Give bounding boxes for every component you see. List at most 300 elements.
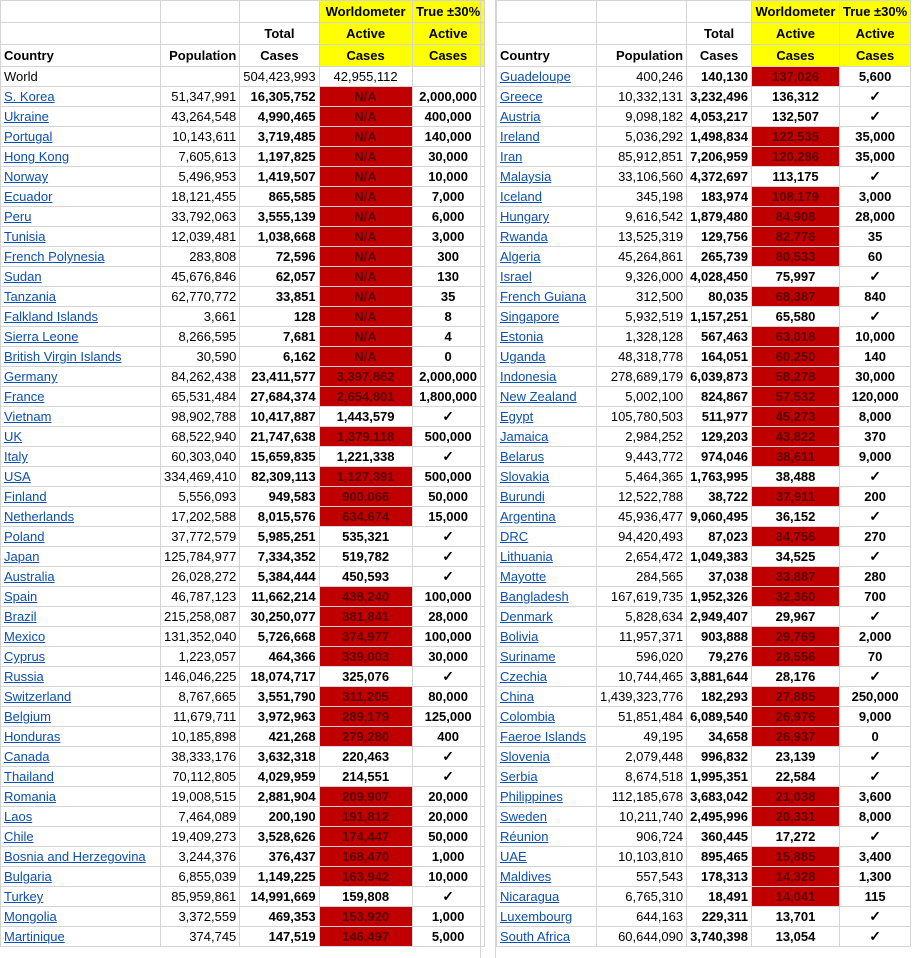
true-active-cell[interactable]: 1,000 [412,907,484,927]
population-cell[interactable]: 8,674,518 [597,767,687,787]
total-cases-cell[interactable]: 3,555,139 [240,207,319,227]
worldometer-active-cell[interactable]: 68,387 [751,287,839,307]
true-active-cell[interactable]: 80,000 [412,687,484,707]
header-cases[interactable]: Cases [839,45,910,67]
country-cell[interactable] [1,347,161,367]
country-link[interactable]: Sudan [4,269,42,284]
country-cell[interactable] [1,67,161,87]
country-link[interactable]: Vietnam [4,409,52,424]
header-cases[interactable]: Cases [687,45,752,67]
country-cell[interactable] [497,587,597,607]
total-cases-cell[interactable]: 128 [240,307,319,327]
header-cell[interactable] [597,23,687,45]
true-active-cell[interactable]: 270 [839,527,910,547]
true-active-cell[interactable]: 370 [839,427,910,447]
worldometer-active-cell[interactable]: N/A [319,327,412,347]
total-cases-cell[interactable]: 80,035 [687,287,752,307]
true-active-cell[interactable]: 30,000 [412,647,484,667]
population-cell[interactable]: 5,828,634 [597,607,687,627]
total-cases-cell[interactable]: 6,162 [240,347,319,367]
country-cell[interactable] [497,67,597,87]
worldometer-active-cell[interactable]: 57,532 [751,387,839,407]
country-cell[interactable] [1,787,161,807]
country-cell[interactable] [1,107,161,127]
worldometer-active-cell[interactable]: 36,152 [751,507,839,527]
total-cases-cell[interactable]: 178,313 [687,867,752,887]
country-cell[interactable] [1,167,161,187]
population-cell[interactable]: 5,496,953 [161,167,240,187]
checkmark-icon[interactable]: ✓ [839,267,910,287]
total-cases-cell[interactable]: 2,495,996 [687,807,752,827]
country-link[interactable]: Spain [4,589,38,604]
worldometer-active-cell[interactable]: N/A [319,307,412,327]
country-link[interactable]: British Virgin Islands [4,349,122,364]
true-active-cell[interactable]: 5,600 [839,67,910,87]
population-cell[interactable]: 12,522,788 [597,487,687,507]
country-link[interactable]: Russia [4,669,44,684]
total-cases-cell[interactable]: 421,268 [240,727,319,747]
population-cell[interactable]: 215,258,087 [161,607,240,627]
country-link[interactable]: Netherlands [4,509,75,524]
worldometer-active-cell[interactable]: N/A [319,187,412,207]
country-link[interactable]: Tanzania [4,289,57,304]
population-cell[interactable]: 5,932,519 [597,307,687,327]
country-link[interactable]: Luxembourg [500,909,573,924]
country-cell[interactable] [1,487,161,507]
worldometer-active-cell[interactable]: 450,593 [319,567,412,587]
country-cell[interactable] [497,907,597,927]
total-cases-cell[interactable]: 11,662,214 [240,587,319,607]
worldometer-active-cell[interactable]: 120,286 [751,147,839,167]
country-link[interactable]: Rwanda [500,229,548,244]
country-cell[interactable] [497,747,597,767]
country-cell[interactable] [497,647,597,667]
population-cell[interactable]: 10,103,810 [597,847,687,867]
checkmark-icon[interactable]: ✓ [839,107,910,127]
population-cell[interactable]: 13,525,319 [597,227,687,247]
population-cell[interactable]: 8,266,595 [161,327,240,347]
country-link[interactable]: Switzerland [4,689,72,704]
worldometer-active-cell[interactable]: 33,887 [751,567,839,587]
true-active-cell[interactable]: 70 [839,647,910,667]
worldometer-active-cell[interactable]: 27,885 [751,687,839,707]
worldometer-active-cell[interactable]: 146,497 [319,927,412,947]
country-cell[interactable] [1,687,161,707]
worldometer-active-cell[interactable]: 900,066 [319,487,412,507]
checkmark-icon[interactable]: ✓ [839,767,910,787]
country-link[interactable]: S. Korea [4,89,55,104]
total-cases-cell[interactable]: 38,722 [687,487,752,507]
total-cases-cell[interactable]: 1,763,995 [687,467,752,487]
country-link[interactable]: Chile [4,829,34,844]
total-cases-cell[interactable]: 1,952,326 [687,587,752,607]
worldometer-active-cell[interactable]: 381,841 [319,607,412,627]
true-active-cell[interactable]: 20,000 [412,787,484,807]
true-active-cell[interactable]: 60 [839,247,910,267]
country-link[interactable]: Singapore [500,309,560,324]
checkmark-icon[interactable]: ✓ [839,667,910,687]
true-active-cell[interactable]: 3,000 [412,227,484,247]
population-cell[interactable]: 48,318,778 [597,347,687,367]
worldometer-active-cell[interactable]: N/A [319,207,412,227]
total-cases-cell[interactable]: 72,596 [240,247,319,267]
total-cases-cell[interactable]: 147,519 [240,927,319,947]
worldometer-active-cell[interactable]: 174,447 [319,827,412,847]
country-link[interactable]: Suriname [500,649,556,664]
true-active-cell[interactable]: 2,000 [839,627,910,647]
country-link[interactable]: Faeroe Islands [500,729,586,744]
country-link[interactable]: Romania [4,789,57,804]
total-cases-cell[interactable]: 4,028,450 [687,267,752,287]
country-link[interactable]: Bosnia and Herzegovina [4,849,146,864]
true-active-cell[interactable]: 30,000 [839,367,910,387]
country-cell[interactable] [1,647,161,667]
total-cases-cell[interactable]: 37,038 [687,567,752,587]
country-cell[interactable] [497,867,597,887]
worldometer-active-cell[interactable]: N/A [319,267,412,287]
country-link[interactable]: Estonia [500,329,544,344]
worldometer-active-cell[interactable]: 108,179 [751,187,839,207]
header-active[interactable]: Active [319,23,412,45]
population-cell[interactable]: 3,661 [161,307,240,327]
country-link[interactable]: Denmark [500,609,553,624]
true-active-cell[interactable]: 35 [839,227,910,247]
country-link[interactable]: Japan [4,549,40,564]
country-link[interactable]: Bulgaria [4,869,52,884]
population-cell[interactable]: 84,262,438 [161,367,240,387]
worldometer-active-cell[interactable]: 634,674 [319,507,412,527]
country-link[interactable]: Philippines [500,789,563,804]
country-link[interactable]: Colombia [500,709,555,724]
true-active-cell[interactable]: 50,000 [412,487,484,507]
worldometer-active-cell[interactable]: N/A [319,147,412,167]
worldometer-active-cell[interactable]: 34,525 [751,547,839,567]
population-cell[interactable]: 283,808 [161,247,240,267]
total-cases-cell[interactable]: 87,023 [687,527,752,547]
country-cell[interactable] [1,447,161,467]
true-active-cell[interactable]: 0 [839,727,910,747]
country-cell[interactable] [497,287,597,307]
country-cell[interactable] [497,307,597,327]
population-cell[interactable]: 374,745 [161,927,240,947]
country-link[interactable]: French Guiana [500,289,586,304]
population-cell[interactable]: 43,264,548 [161,107,240,127]
country-cell[interactable] [497,847,597,867]
total-cases-cell[interactable]: 9,060,495 [687,507,752,527]
country-link[interactable]: Laos [4,809,33,824]
total-cases-cell[interactable]: 3,881,644 [687,667,752,687]
true-active-cell[interactable]: 200 [839,487,910,507]
checkmark-icon[interactable]: ✓ [839,927,910,947]
worldometer-active-cell[interactable]: 34,756 [751,527,839,547]
country-cell[interactable] [1,887,161,907]
country-cell[interactable] [497,667,597,687]
country-link[interactable]: Réunion [500,829,549,844]
header-cases[interactable]: Cases [240,45,319,67]
true-active-cell[interactable]: 8,000 [839,407,910,427]
country-cell[interactable] [497,347,597,367]
true-active-cell[interactable]: 400 [412,727,484,747]
population-cell[interactable]: 33,792,063 [161,207,240,227]
total-cases-cell[interactable]: 1,197,825 [240,147,319,167]
country-link[interactable]: Hong Kong [4,149,70,164]
worldometer-active-cell[interactable]: 84,908 [751,207,839,227]
worldometer-active-cell[interactable]: 191,812 [319,807,412,827]
total-cases-cell[interactable]: 567,463 [687,327,752,347]
worldometer-active-cell[interactable]: 20,331 [751,807,839,827]
worldometer-active-cell[interactable]: 14,041 [751,887,839,907]
country-link[interactable]: Egypt [500,409,534,424]
country-cell[interactable] [1,907,161,927]
country-link[interactable]: Germany [4,369,58,384]
worldometer-active-cell[interactable]: N/A [319,107,412,127]
country-cell[interactable] [497,607,597,627]
total-cases-cell[interactable]: 16,305,752 [240,87,319,107]
country-cell[interactable] [497,107,597,127]
population-cell[interactable]: 60,303,040 [161,447,240,467]
total-cases-cell[interactable]: 4,029,959 [240,767,319,787]
header-cell[interactable] [597,1,687,23]
worldometer-active-cell[interactable]: 42,955,112 [319,67,412,87]
total-cases-cell[interactable]: 3,632,318 [240,747,319,767]
true-active-cell[interactable]: 3,600 [839,787,910,807]
population-cell[interactable]: 9,098,182 [597,107,687,127]
population-cell[interactable]: 10,211,740 [597,807,687,827]
true-active-cell[interactable]: 1,800,000 [412,387,484,407]
country-link[interactable]: Nicaragua [500,889,560,904]
total-cases-cell[interactable]: 895,465 [687,847,752,867]
checkmark-icon[interactable]: ✓ [412,567,484,587]
country-link[interactable]: Australia [4,569,55,584]
worldometer-active-cell[interactable]: 153,920 [319,907,412,927]
total-cases-cell[interactable]: 4,372,697 [687,167,752,187]
worldometer-active-cell[interactable]: N/A [319,347,412,367]
country-link[interactable]: Peru [4,209,32,224]
country-cell[interactable] [497,187,597,207]
country-cell[interactable] [1,767,161,787]
population-cell[interactable]: 26,028,272 [161,567,240,587]
population-cell[interactable]: 19,409,273 [161,827,240,847]
country-cell[interactable] [497,787,597,807]
country-cell[interactable] [1,867,161,887]
true-active-cell[interactable]: 10,000 [412,167,484,187]
country-cell[interactable] [1,627,161,647]
country-cell[interactable] [1,747,161,767]
country-cell[interactable] [1,307,161,327]
true-active-cell[interactable]: 0 [412,347,484,367]
true-active-cell[interactable]: 50,000 [412,827,484,847]
checkmark-icon[interactable]: ✓ [839,827,910,847]
country-cell[interactable] [497,407,597,427]
total-cases-cell[interactable]: 2,881,904 [240,787,319,807]
true-active-cell[interactable]: 400,000 [412,107,484,127]
total-cases-cell[interactable]: 2,949,407 [687,607,752,627]
country-link[interactable]: Mayotte [500,569,547,584]
total-cases-cell[interactable]: 23,411,577 [240,367,319,387]
country-link[interactable]: Bolivia [500,629,539,644]
total-cases-cell[interactable]: 1,498,834 [687,127,752,147]
total-cases-cell[interactable]: 129,756 [687,227,752,247]
worldometer-active-cell[interactable]: 37,911 [751,487,839,507]
country-cell[interactable] [1,827,161,847]
checkmark-icon[interactable]: ✓ [839,87,910,107]
worldometer-active-cell[interactable]: 65,580 [751,307,839,327]
country-cell[interactable] [1,387,161,407]
total-cases-cell[interactable]: 3,972,963 [240,707,319,727]
total-cases-cell[interactable]: 7,334,352 [240,547,319,567]
worldometer-active-cell[interactable]: 60,250 [751,347,839,367]
country-link[interactable]: Norway [4,169,49,184]
population-cell[interactable]: 345,198 [597,187,687,207]
country-cell[interactable] [497,367,597,387]
country-cell[interactable] [497,87,597,107]
country-cell[interactable] [497,527,597,547]
population-cell[interactable]: 65,531,484 [161,387,240,407]
country-cell[interactable] [1,467,161,487]
country-cell[interactable] [497,447,597,467]
country-link[interactable]: Mexico [4,629,46,644]
country-link[interactable]: Canada [4,749,50,764]
country-cell[interactable] [1,567,161,587]
country-link[interactable]: UAE [500,849,527,864]
population-cell[interactable]: 5,002,100 [597,387,687,407]
total-cases-cell[interactable]: 129,203 [687,427,752,447]
total-cases-cell[interactable]: 1,149,225 [240,867,319,887]
country-link[interactable]: Sweden [500,809,547,824]
worldometer-active-cell[interactable]: 17,272 [751,827,839,847]
country-link[interactable]: Ukraine [4,109,49,124]
checkmark-icon[interactable]: ✓ [839,307,910,327]
true-active-cell[interactable]: 8,000 [839,807,910,827]
country-link[interactable]: South Africa [500,929,571,944]
total-cases-cell[interactable]: 21,747,638 [240,427,319,447]
population-cell[interactable]: 85,959,861 [161,887,240,907]
population-cell[interactable]: 46,787,123 [161,587,240,607]
population-cell[interactable]: 45,676,846 [161,267,240,287]
country-link[interactable]: Cyprus [4,649,46,664]
country-cell[interactable] [1,527,161,547]
country-cell[interactable] [497,827,597,847]
country-link[interactable]: Austria [500,109,541,124]
header-cell[interactable] [687,1,752,23]
header-true[interactable]: True ±30% [839,1,910,23]
true-active-cell[interactable]: 3,400 [839,847,910,867]
total-cases-cell[interactable]: 15,659,835 [240,447,319,467]
country-cell[interactable] [1,587,161,607]
country-link[interactable]: Iran [500,149,523,164]
country-cell[interactable] [497,247,597,267]
total-cases-cell[interactable]: 3,551,790 [240,687,319,707]
population-cell[interactable]: 10,185,898 [161,727,240,747]
header-cell[interactable] [1,23,161,45]
country-cell[interactable] [1,267,161,287]
total-cases-cell[interactable]: 6,039,873 [687,367,752,387]
country-link[interactable]: USA [4,469,31,484]
worldometer-active-cell[interactable]: 1,443,579 [319,407,412,427]
population-cell[interactable]: 45,936,477 [597,507,687,527]
total-cases-cell[interactable]: 265,739 [687,247,752,267]
worldometer-active-cell[interactable]: N/A [319,227,412,247]
country-cell[interactable] [1,727,161,747]
country-cell[interactable] [1,327,161,347]
country-link[interactable]: Belarus [500,449,545,464]
true-active-cell[interactable]: 840 [839,287,910,307]
population-cell[interactable]: 60,644,090 [597,927,687,947]
total-cases-cell[interactable]: 140,130 [687,67,752,87]
header-total[interactable]: Total [687,23,752,45]
true-active-cell[interactable]: 35,000 [839,147,910,167]
total-cases-cell[interactable]: 376,437 [240,847,319,867]
header-true[interactable]: True ±30% [412,1,484,23]
true-active-cell[interactable]: 140,000 [412,127,484,147]
header-country[interactable]: Country [497,45,597,67]
country-cell[interactable] [497,487,597,507]
worldometer-active-cell[interactable]: 23,139 [751,747,839,767]
header-population[interactable]: Population [161,45,240,67]
total-cases-cell[interactable]: 33,851 [240,287,319,307]
total-cases-cell[interactable]: 164,051 [687,347,752,367]
worldometer-active-cell[interactable]: N/A [319,287,412,307]
country-link[interactable]: Slovenia [500,749,550,764]
header-cell[interactable] [497,1,597,23]
header-active[interactable]: Active [839,23,910,45]
population-cell[interactable]: 37,772,579 [161,527,240,547]
true-active-cell[interactable]: 10,000 [839,327,910,347]
total-cases-cell[interactable]: 4,990,465 [240,107,319,127]
country-link[interactable]: UK [4,429,23,444]
country-link[interactable]: Lithuania [500,549,553,564]
population-cell[interactable]: 105,780,503 [597,407,687,427]
total-cases-cell[interactable]: 4,053,217 [687,107,752,127]
total-cases-cell[interactable]: 949,583 [240,487,319,507]
checkmark-icon[interactable]: ✓ [839,747,910,767]
total-cases-cell[interactable]: 1,049,383 [687,547,752,567]
country-cell[interactable] [1,247,161,267]
country-cell[interactable] [1,667,161,687]
country-link[interactable]: New Zealand [500,389,577,404]
true-active-cell[interactable]: 500,000 [412,467,484,487]
country-link[interactable]: Italy [4,449,28,464]
worldometer-active-cell[interactable]: 75,997 [751,267,839,287]
worldometer-active-cell[interactable]: N/A [319,247,412,267]
country-cell[interactable] [1,127,161,147]
total-cases-cell[interactable]: 18,074,717 [240,667,319,687]
total-cases-cell[interactable]: 1,879,480 [687,207,752,227]
population-cell[interactable]: 1,223,057 [161,647,240,667]
population-cell[interactable]: 6,855,039 [161,867,240,887]
true-active-cell[interactable]: 130 [412,267,484,287]
population-cell[interactable]: 312,500 [597,287,687,307]
worldometer-active-cell[interactable]: 3,397,862 [319,367,412,387]
country-link[interactable]: Malaysia [500,169,552,184]
total-cases-cell[interactable]: 7,206,959 [687,147,752,167]
population-cell[interactable]: 167,619,735 [597,587,687,607]
population-cell[interactable]: 2,654,472 [597,547,687,567]
checkmark-icon[interactable]: ✓ [412,527,484,547]
population-cell[interactable]: 7,464,089 [161,807,240,827]
country-cell[interactable] [497,327,597,347]
total-cases-cell[interactable]: 79,276 [687,647,752,667]
total-cases-cell[interactable]: 6,089,540 [687,707,752,727]
country-cell[interactable] [497,567,597,587]
header-cell[interactable] [161,1,240,23]
country-cell[interactable] [497,227,597,247]
population-cell[interactable]: 38,333,176 [161,747,240,767]
population-cell[interactable]: 334,469,410 [161,467,240,487]
total-cases-cell[interactable]: 8,015,576 [240,507,319,527]
total-cases-cell[interactable]: 5,726,668 [240,627,319,647]
population-cell[interactable]: 5,464,365 [597,467,687,487]
